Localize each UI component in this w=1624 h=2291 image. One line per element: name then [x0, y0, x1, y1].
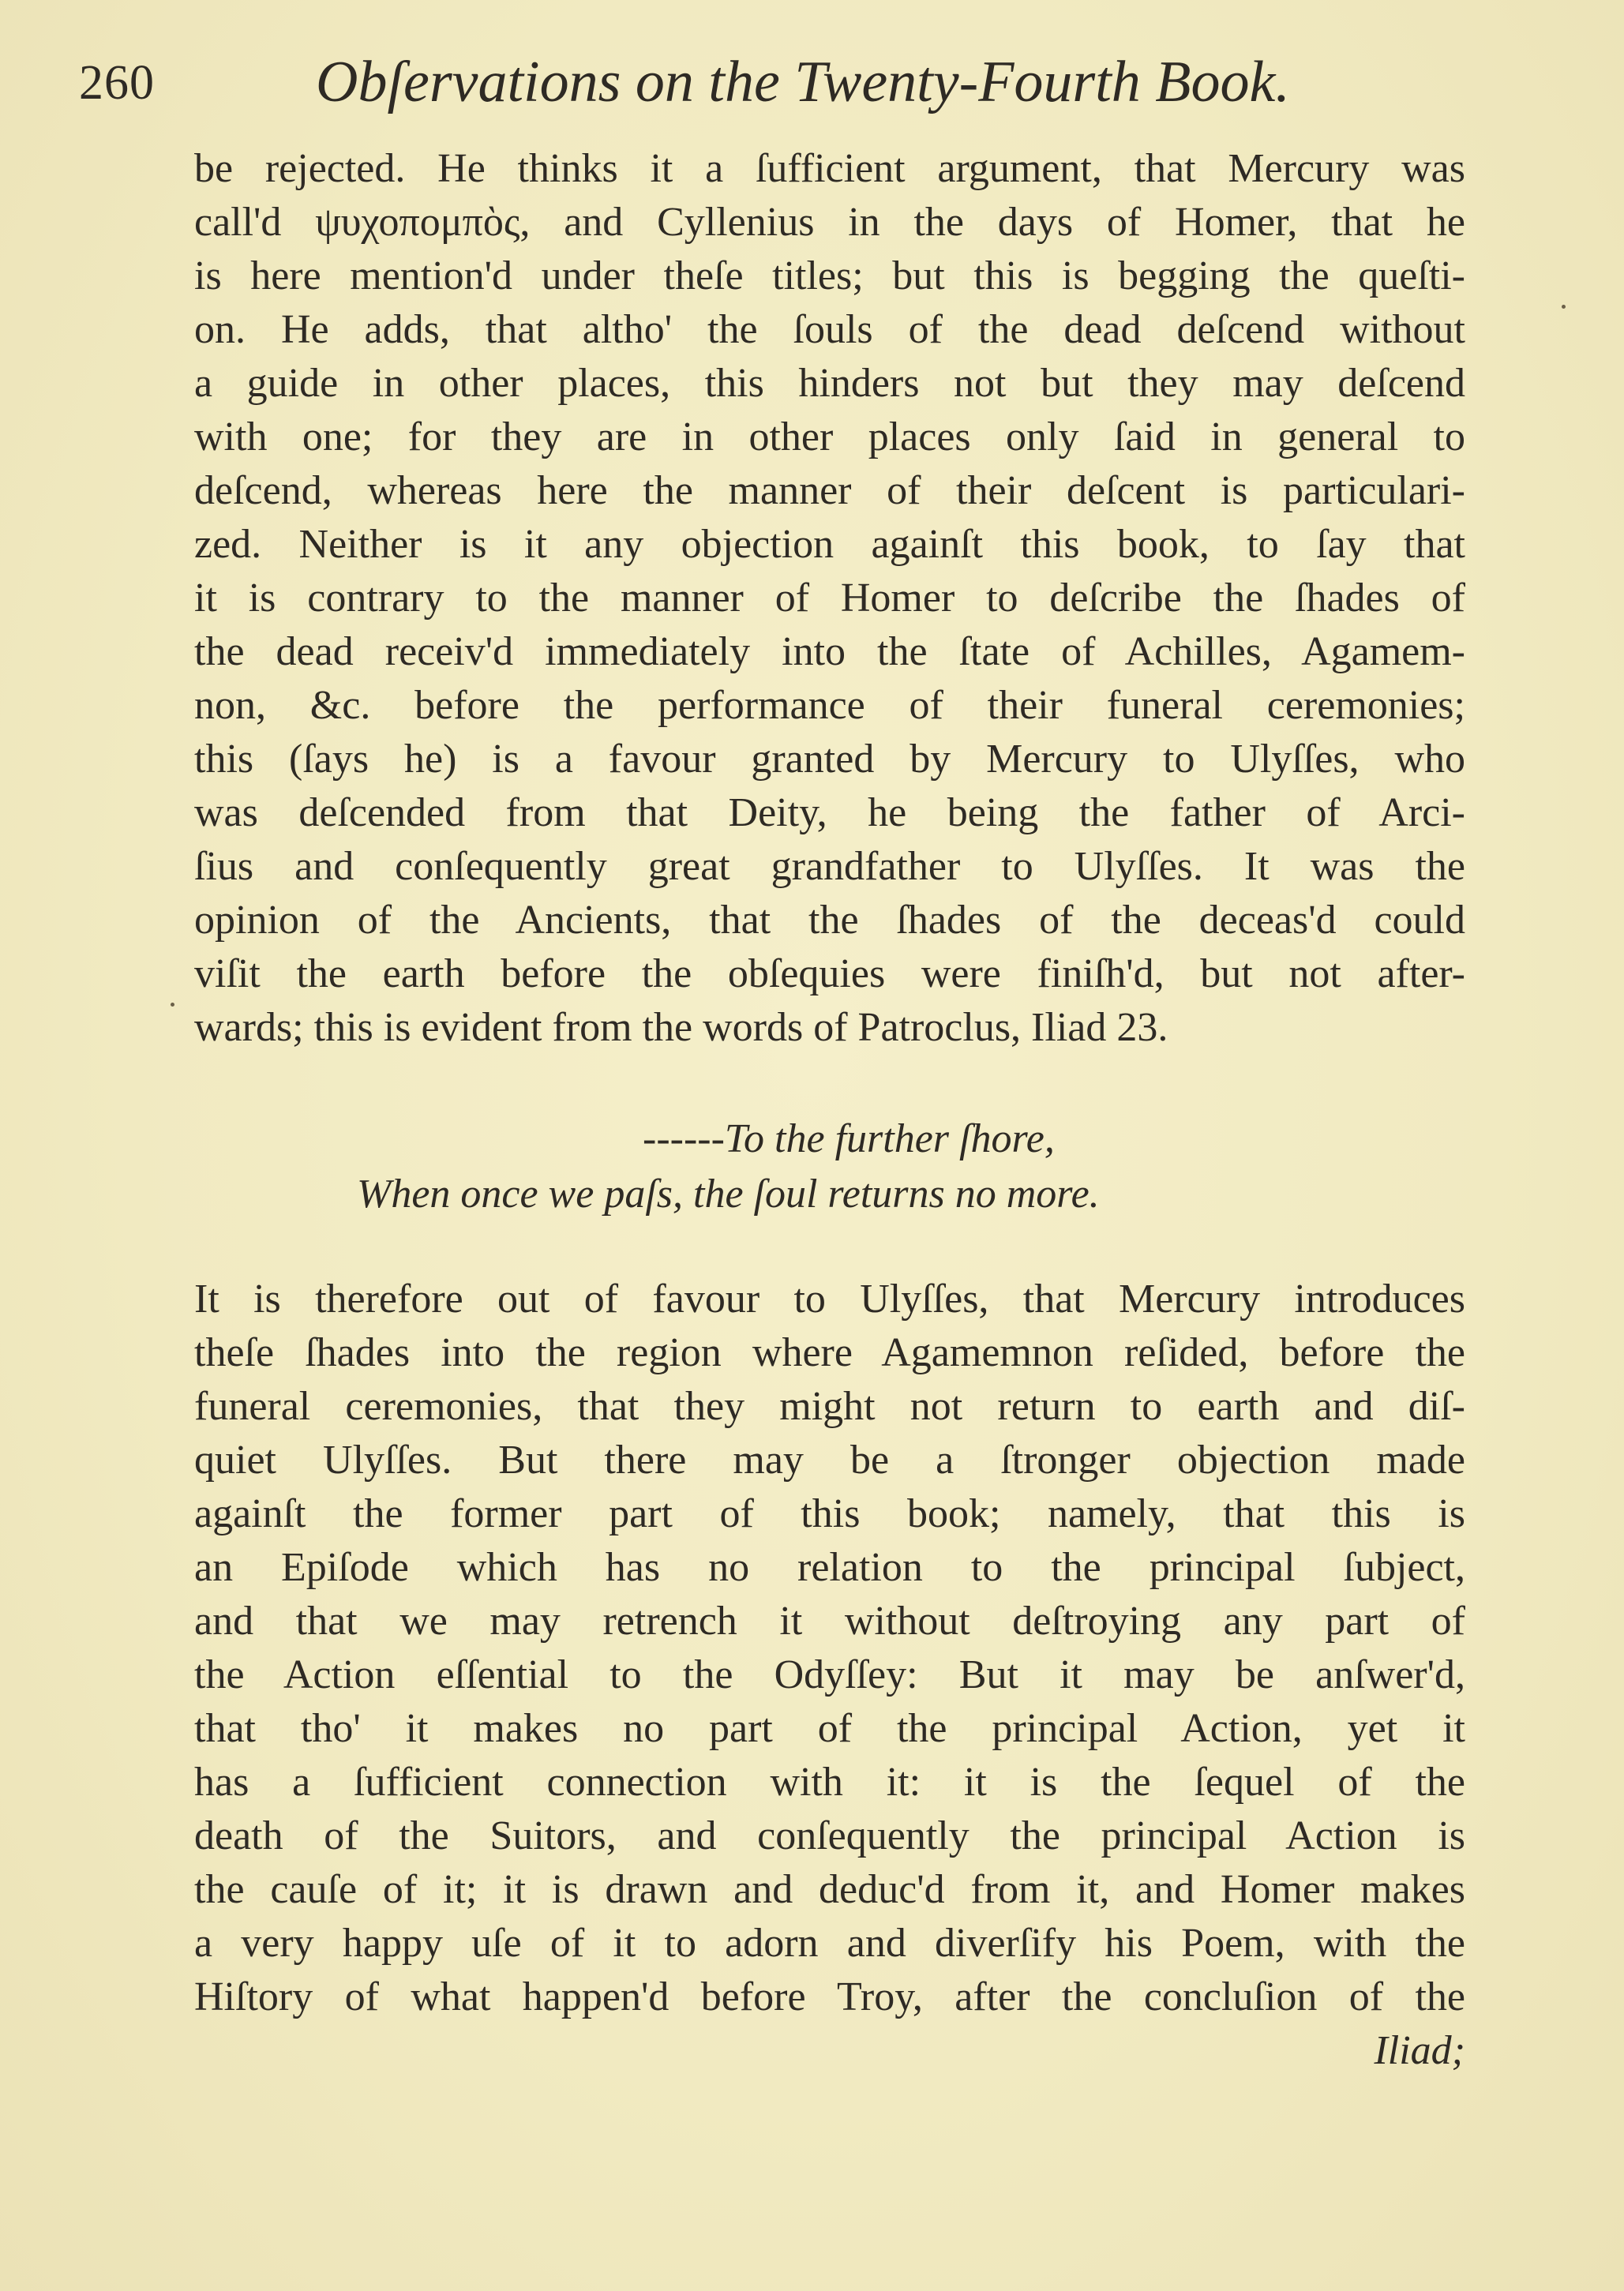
text-line: quiet Ulyſſes. But there may be a ſtronger objection made	[194, 1438, 1465, 1483]
text-line: funeral ceremonies, that they might not return to earth and diſ-	[194, 1384, 1465, 1429]
text-line: It is therefore out of favour to Ulyſſes, that Mercury introduces	[194, 1277, 1465, 1322]
text-line: wards; this is evident from the words of Patroclus, Iliad 23.	[194, 1005, 1168, 1050]
text-line: the dead receiv'd immediately into the ſtate of Achilles, Agamem-	[194, 629, 1465, 674]
text-line: the cauſe of it; it is drawn and deduc'd from it, and Homer makes	[194, 1867, 1465, 1912]
text-line: the Action eſſential to the Odyſſey: But it may be anſwer'd,	[194, 1652, 1465, 1697]
paper-speck	[171, 1003, 174, 1007]
text-line: was deſcended from that Deity, he being the father of Arci-	[194, 790, 1465, 835]
text-line: opinion of the Ancients, that the ſhades of the deceas'd could	[194, 898, 1465, 943]
text-line: theſe ſhades into the region where Agamemnon reſided, before the	[194, 1330, 1465, 1375]
text-line: an Epiſode which has no relation to the principal ſubject,	[194, 1545, 1465, 1590]
text-line: this (ſays he) is a favour granted by Mercury to Ulyſſes, who	[194, 737, 1465, 782]
running-title: Obſervations on the Twenty-Fourth Book.	[316, 50, 1290, 114]
catchword: Iliad;	[1374, 2028, 1465, 2073]
text-line: a very happy uſe of it to adorn and diverſify his Poem, with the	[194, 1921, 1465, 1966]
text-line: deſcend, whereas here the manner of their deſcent is particulari-	[194, 468, 1465, 513]
text-line: call'd ψυχοπομπὸς, and Cyllenius in the days of Homer, that he	[194, 200, 1465, 245]
text-line: on. He adds, that altho' the ſouls of the dead deſcend without	[194, 307, 1465, 352]
text-line: againſt the former part of this book; namely, that this is	[194, 1491, 1465, 1536]
text-line: zed. Neither is it any objection againſt this book, to ſay that	[194, 522, 1465, 567]
text-line: and that we may retrench it without deſtroying any part of	[194, 1599, 1465, 1644]
text-line: it is contrary to the manner of Homer to deſcribe the ſhades of	[194, 576, 1465, 621]
paragraph-2	[194, 1273, 1465, 2078]
text-line: with one; for they are in other places only ſaid in general to	[194, 414, 1465, 459]
text-line: that tho' it makes no part of the principal Action, yet it	[194, 1706, 1465, 1751]
text-line: Hiſtory of what happen'd before Troy, after the concluſion of the	[194, 1974, 1465, 2019]
verse-line: When once we paſs, the ſoul returns no more.	[357, 1172, 1100, 1217]
text-line: death of the Suitors, and conſequently the principal Action is	[194, 1813, 1465, 1858]
verse-quotation	[194, 1112, 1465, 1222]
paragraph-1	[194, 142, 1465, 1055]
page-number: 260	[79, 56, 155, 110]
verse-line: ------To the further ſhore,	[643, 1116, 1055, 1161]
text-line: viſit the earth before the obſequies were finiſh'd, but not after-	[194, 951, 1465, 996]
text-line: ſius and conſequently great grandfather to Ulyſſes. It was the	[194, 844, 1465, 889]
text-line: non, &c. before the performance of their funeral ceremonies;	[194, 683, 1465, 728]
text-line: be rejected. He thinks it a ſufficient argument, that Mercury was	[194, 146, 1465, 191]
text-line: is here mention'd under theſe titles; but this is begging the queſti-	[194, 253, 1465, 298]
text-line: has a ſufficient connection with it: it is the ſequel of the	[194, 1760, 1465, 1805]
running-head	[79, 49, 1342, 128]
paper-speck	[1562, 305, 1566, 309]
text-line: a guide in other places, this hinders not but they may deſcend	[194, 361, 1465, 406]
